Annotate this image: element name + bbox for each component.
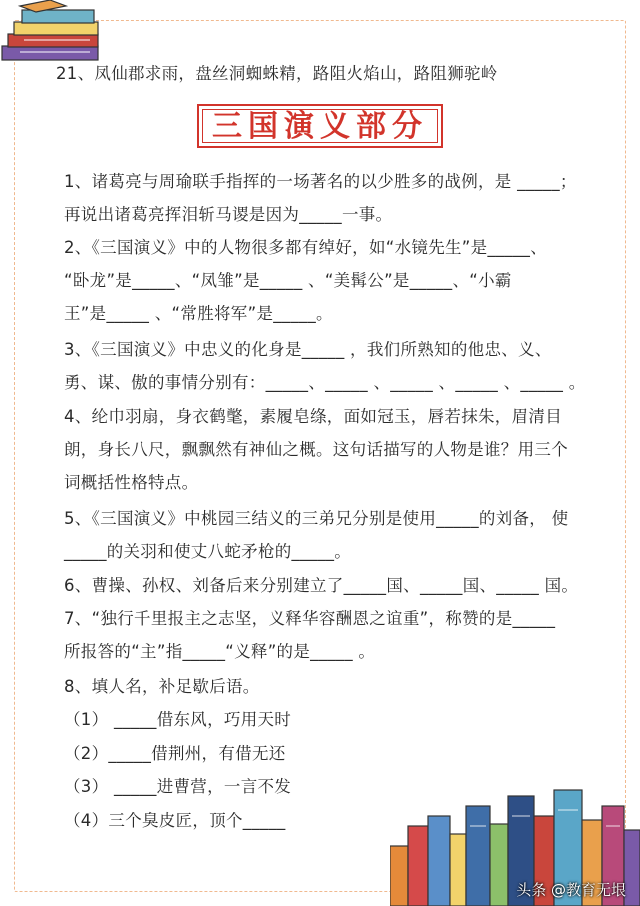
question-7-line-2: 所报答的“主”指_____“义释”的是_____ 。 bbox=[64, 642, 376, 661]
question-8-item-1: （1） _____借东风，巧用天时 bbox=[64, 710, 292, 729]
question-2-line-2: “卧龙”是_____、“凤雏”是_____ 、“美髯公”是_____、“小霸 bbox=[64, 271, 512, 290]
question-8-line: 8、填人名，补足歇后语。 bbox=[64, 677, 260, 696]
section-title-box bbox=[197, 104, 443, 148]
question-2-line-3: 王”是_____ 、“常胜将军”是_____。 bbox=[64, 304, 333, 323]
question-4-line-1: 4、纶巾羽扇，身衣鹤氅，素履皂绦，面如冠玉，唇若抹朱，眉清目 bbox=[64, 407, 562, 426]
question-3-line-2: 勇、谋、傲的事情分别有：_____、_____ 、_____ 、_____ 、_____ 。 bbox=[64, 373, 586, 392]
question-6-line: 6、曹操、孙权、刘备后来分别建立了_____国、_____国、_____ 国。 bbox=[64, 576, 579, 595]
question-8-item-3: （3） _____进曹营，一言不发 bbox=[64, 777, 292, 796]
books-stack-illustration bbox=[0, 0, 120, 70]
question-3-line-1: 3、《三国演义》中忠义的化身是_____ ，我们所熟知的他忠、义、 bbox=[64, 340, 552, 359]
question-5-line-2: _____的关羽和使丈八蛇矛枪的_____。 bbox=[64, 542, 352, 561]
section-title: 三国演义部分 bbox=[212, 109, 428, 144]
question-8-item-2: （2）_____借荆州，有借无还 bbox=[64, 744, 286, 763]
question-2-line-1: 2、《三国演义》中的人物很多都有绰好，如“水镜先生”是_____、 bbox=[64, 238, 547, 257]
watermark: 头条 @教育无垠 bbox=[516, 881, 626, 899]
question-1-line-1: 1、诸葛亮与周瑜联手指挥的一场著名的以少胜多的战例，是 _____； bbox=[64, 172, 577, 191]
question-1-line-2: 再说出诸葛亮挥泪斩马谡是因为_____一事。 bbox=[64, 205, 393, 224]
question-21-line: 21、凤仙郡求雨，盘丝洞蜘蛛精，路阻火焰山，路阻狮驼岭 bbox=[56, 64, 498, 83]
question-4-line-2: 朗，身长八尺，飘飘然有神仙之概。这句话描写的人物是谁？用三个 bbox=[64, 440, 568, 459]
question-4-line-3: 词概括性格特点。 bbox=[64, 473, 199, 492]
question-7-line-1: 7、“独行千里报主之志坚，义释华容酬恩之谊重”，称赞的是_____ bbox=[64, 609, 556, 628]
question-8-item-4: （4）三个臭皮匠，顶个_____ bbox=[64, 811, 286, 830]
question-5-line-1: 5、《三国演义》中桃园三结义的三弟兄分别是使用_____的刘备， 使 bbox=[64, 509, 569, 528]
